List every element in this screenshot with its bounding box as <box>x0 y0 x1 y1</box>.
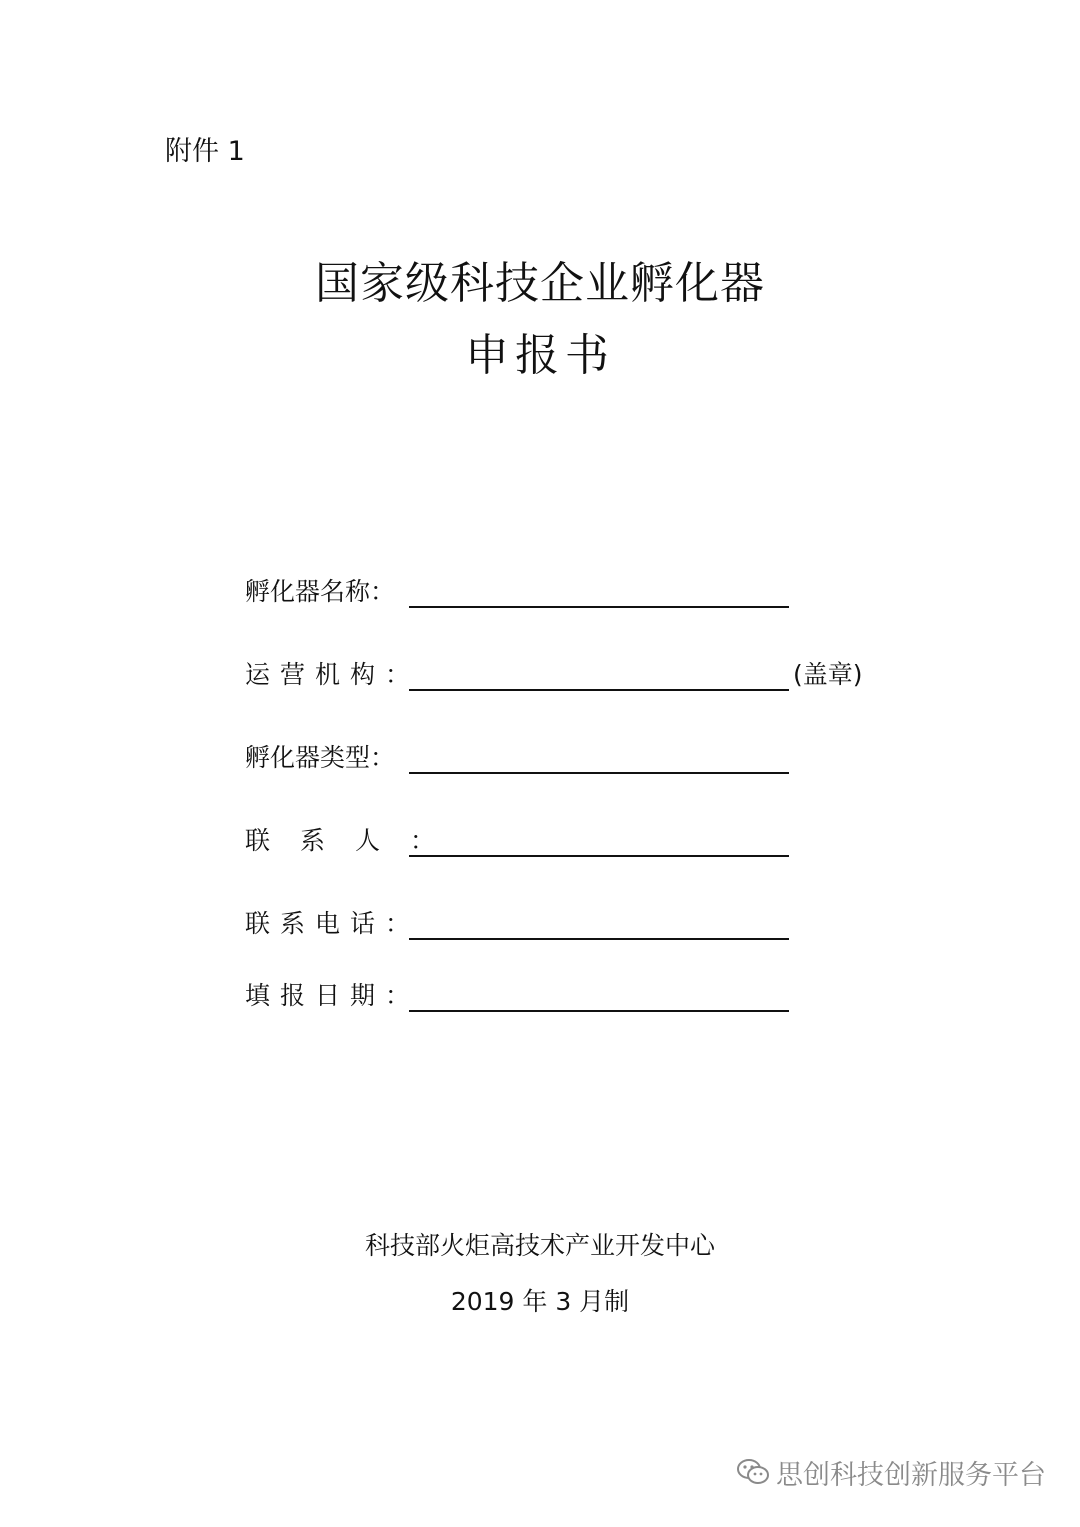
wechat-icon <box>736 1457 770 1487</box>
document-title-line-1: 国家级科技企业孵化器 <box>315 258 765 309</box>
field-blank-contact-phone[interactable] <box>409 938 789 940</box>
field-label-contact-phone: 联系电话： <box>245 909 421 938</box>
issuer-organization: 科技部火炬高技术产业开发中心 <box>364 1231 715 1260</box>
document-title-line-2: 申报书 <box>465 330 615 381</box>
field-blank-fill-date[interactable] <box>409 1010 789 1012</box>
field-label-fill-date: 填报日期： <box>245 981 421 1010</box>
field-label-operating-organization: 运营机构： <box>245 660 421 689</box>
field-label-incubator-type: 孵化器类型： <box>245 743 396 772</box>
field-label-contact-person: 联系人： <box>245 826 466 855</box>
issuer-date: 2019 年 3 月制 <box>450 1287 630 1316</box>
field-blank-operating-organization[interactable] <box>409 689 789 691</box>
watermark-text: 思创科技创新服务平台 <box>776 1459 1046 1491</box>
field-blank-contact-person[interactable] <box>409 855 789 857</box>
field-label-incubator-name: 孵化器名称： <box>245 577 396 606</box>
field-blank-incubator-type[interactable] <box>409 772 789 774</box>
attachment-label: 附件 1 <box>165 136 245 167</box>
watermark <box>736 1450 1046 1494</box>
field-blank-incubator-name[interactable] <box>409 606 789 608</box>
seal-note: (盖章) <box>793 660 863 689</box>
